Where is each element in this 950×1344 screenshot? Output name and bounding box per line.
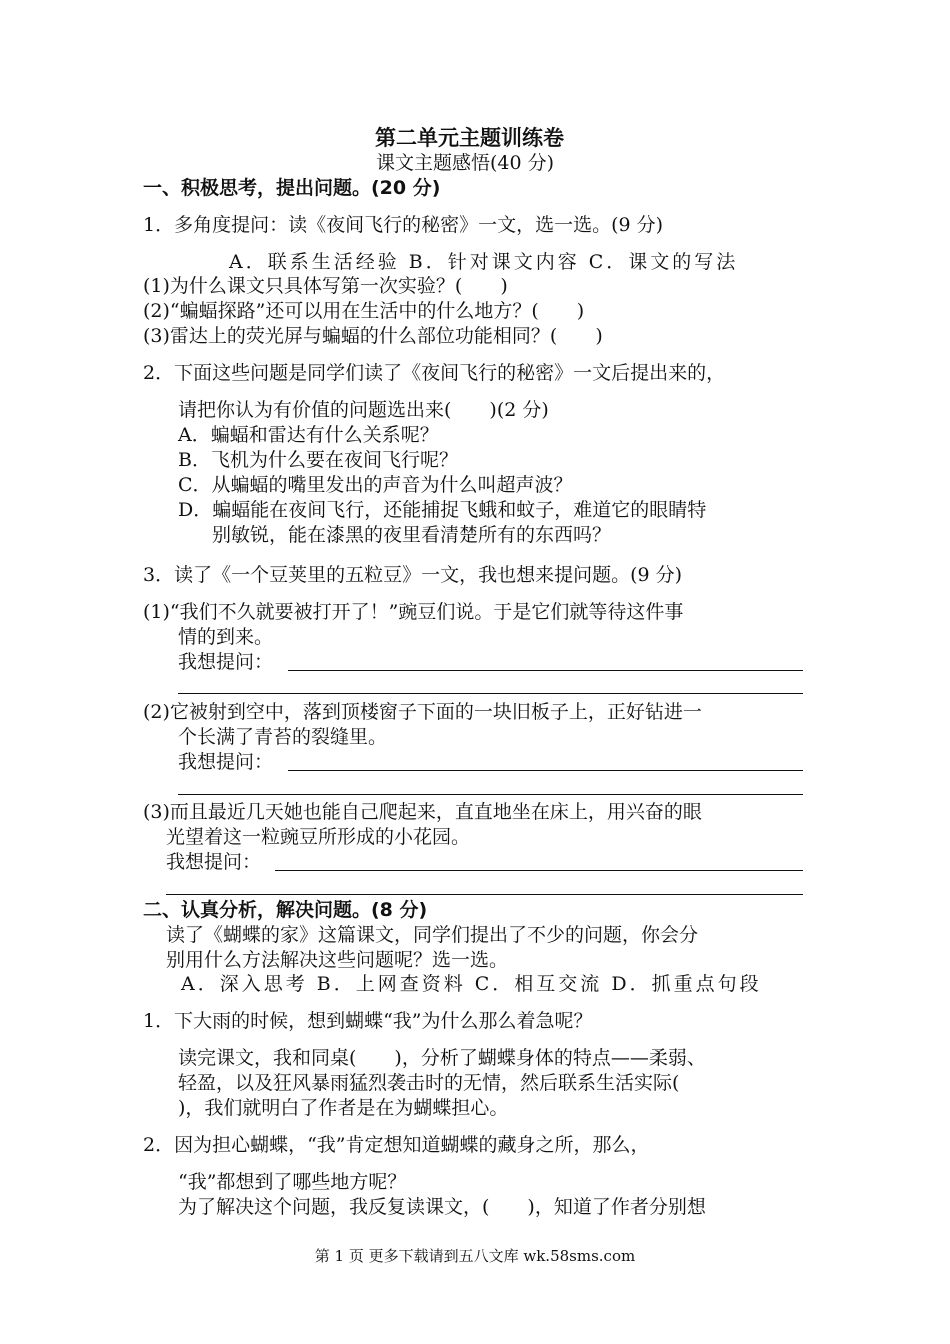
q3-part3-answer-line-2[interactable] <box>166 894 803 895</box>
q1-item-1: (1)为什么课文只具体写第一次实验？( ) <box>143 275 508 297</box>
s2-q1-answer-line2: 轻盈，以及狂风暴雨猛烈袭击时的无情，然后联系生活实际( <box>178 1072 680 1094</box>
q3-part2-ask-label: 我想提问： <box>178 751 274 773</box>
section2-intro-line2: 别用什么方法解决这些问题呢？选一选。 <box>166 949 509 971</box>
q3-part3-line1: (3)而且最近几天她也能自己爬起来，直直地坐在床上，用兴奋的眼 <box>143 801 702 823</box>
q3-part1-answer-line-2[interactable] <box>178 693 803 694</box>
page-footer: 第 1 页 更多下载请到五八文库 wk.58sms.com <box>314 1247 636 1265</box>
q1-stem: 1．多角度提问：读《夜间飞行的秘密》一文，选一选。(9 分) <box>143 214 664 236</box>
q3-stem: 3．读了《一个豆荚里的五粒豆》一文，我也想来提问题。(9 分) <box>143 564 683 586</box>
q3-part1-ask-label: 我想提问： <box>178 651 274 673</box>
section2-intro-line1: 读了《蝴蝶的家》这篇课文，同学们提出了不少的问题，你会分 <box>166 924 699 946</box>
q3-part3-line2: 光望着这一粒豌豆所形成的小花园。 <box>166 826 471 848</box>
page-subtitle: 课文主题感悟(40 分) <box>376 152 555 174</box>
s2-q1-answer-line1: 读完课文，我和同桌( )，分析了蝴蝶身体的特点——柔弱、 <box>178 1047 706 1069</box>
s2-q1-answer-line3: )，我们就明白了作者是在为蝴蝶担心。 <box>178 1097 509 1119</box>
section1-heading: 一、积极思考，提出问题。(20 分) <box>143 177 441 199</box>
q2-stem-line1: 2．下面这些问题是同学们读了《夜间飞行的秘密》一文后提出来的， <box>143 362 726 384</box>
s2-q2-stem-line1: 2．因为担心蝴蝶，“我”肯定想知道蝴蝶的藏身之所，那么， <box>143 1134 650 1156</box>
q3-part1-line2: 情的到来。 <box>178 626 274 648</box>
q1-options: A．联系生活经验 B．针对课文内容 C．课文的写法 <box>229 251 739 273</box>
page-title: 第二单元主题训练卷 <box>375 126 564 150</box>
q1-item-3: (3)雷达上的荧光屏与蝙蝠的什么部位功能相同？( ) <box>143 325 603 347</box>
q3-part2-answer-line-2[interactable] <box>178 794 803 795</box>
q2-stem-line2: 请把你认为有价值的问题选出来( )(2 分) <box>178 399 549 421</box>
q3-part2-line2: 个长满了青苔的裂缝里。 <box>178 726 388 748</box>
q1-item-2: (2)“蝙蝠探路”还可以用在生活中的什么地方？( ) <box>143 300 585 322</box>
q3-part1-line1: (1)“我们不久就要被打开了！”豌豆们说。于是它们就等待这件事 <box>143 601 684 623</box>
q2-choice-d-line2: 别敏锐，能在漆黑的夜里看清楚所有的东西吗？ <box>212 524 612 546</box>
q2-choice-d-line1: D．蝙蝠能在夜间飞行，还能捕捉飞蛾和蚊子，难道它的眼睛特 <box>178 499 707 521</box>
q3-part3-answer-line-1[interactable] <box>275 870 803 871</box>
q2-choice-c: C．从蝙蝠的嘴里发出的声音为什么叫超声波？ <box>178 474 573 496</box>
section2-options: A．深入思考 B．上网查资料 C．相互交流 D．抓重点句段 <box>181 973 762 995</box>
q3-part2-answer-line-1[interactable] <box>288 770 803 771</box>
section2-heading: 二、认真分析，解决问题。(8 分) <box>143 899 428 921</box>
s2-q2-stem-line2: “我”都想到了哪些地方呢？ <box>178 1171 407 1193</box>
q3-part3-ask-label: 我想提问： <box>166 851 262 873</box>
q2-choice-a: A．蝙蝠和雷达有什么关系呢？ <box>178 424 439 446</box>
s2-q2-answer-line: 为了解决这个问题，我反复读课文，( )，知道了作者分别想 <box>178 1196 706 1218</box>
q2-choice-b: B．飞机为什么要在夜间飞行呢？ <box>178 449 458 471</box>
q3-part1-answer-line-1[interactable] <box>288 670 803 671</box>
q3-part2-line1: (2)它被射到空中，落到顶楼窗子下面的一块旧板子上，正好钻进一 <box>143 701 702 723</box>
s2-q1-stem: 1．下大雨的时候，想到蝴蝶“我”为什么那么着急呢？ <box>143 1010 593 1032</box>
